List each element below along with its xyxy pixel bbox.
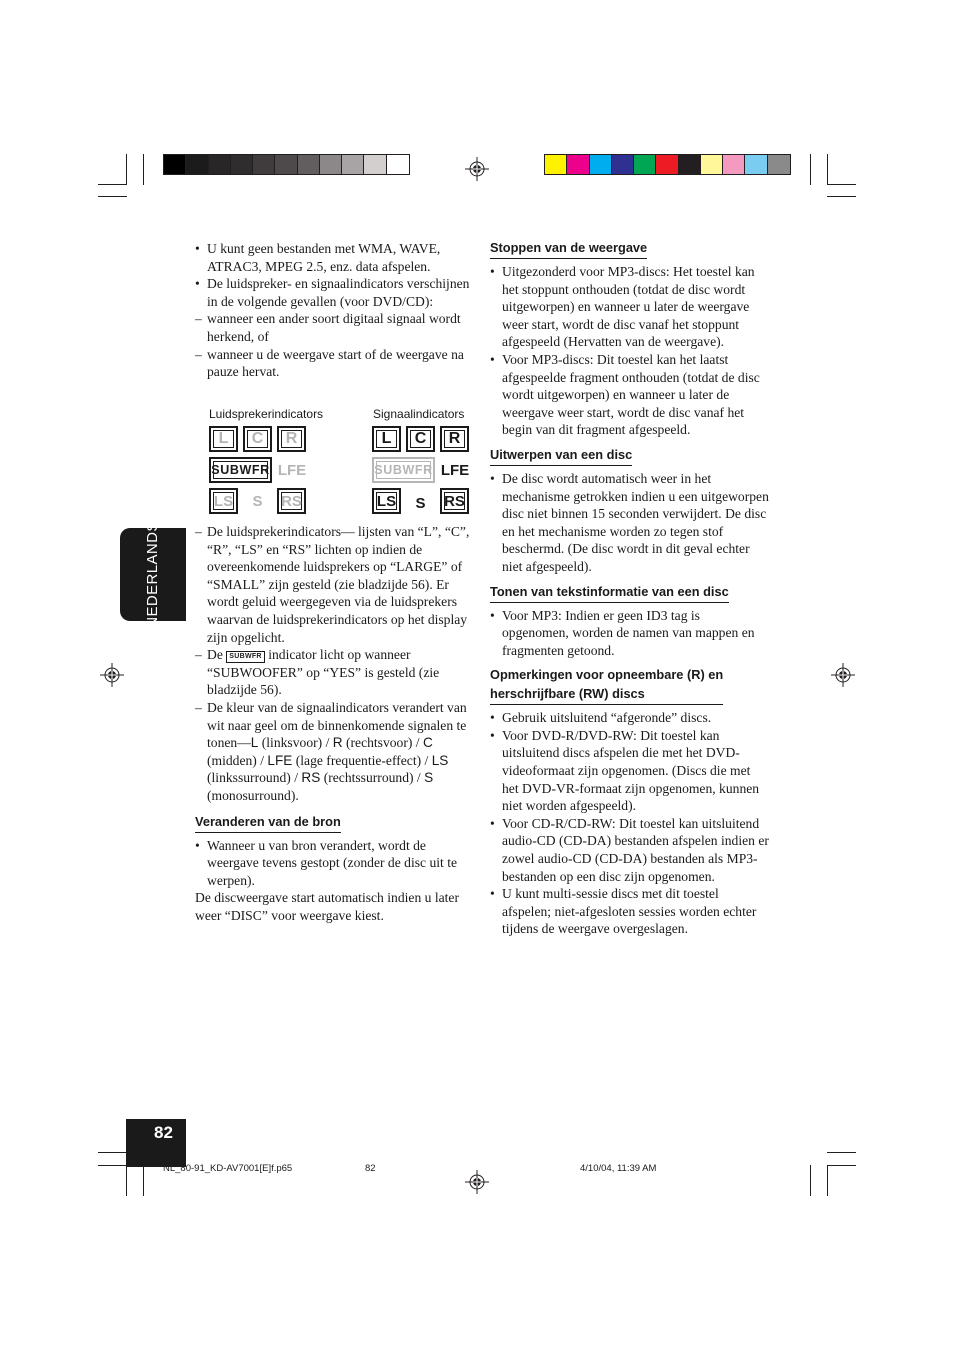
left-column-bottom: [195, 523, 480, 924]
speaker-indicator-C: C: [243, 426, 272, 452]
list-item: • U kunt geen bestanden met WMA, WAVE, ATRAC3, MPEG 2.5, enz. data afspelen.: [195, 240, 480, 275]
crop-mark: [827, 1152, 856, 1153]
list-item: – De kleur van de signaalindicators verandert van wit naar geel om de binnenkomende signalen te tonen—L (linksvoor) / R (rechtsvoor) / C (midden) / LFE (lage frequentie-effect) / LS (linkssurround) / RS (rechtssurround) / S (monosurround).: [195, 699, 480, 805]
color-swatch: [567, 155, 589, 174]
section-heading: Veranderen van de bron: [195, 813, 341, 833]
list-item: – De SUBWFR indicator licht op wanneer “SUBWOOFER” op “YES” is gesteld (zie bladzijde 56).: [195, 646, 480, 699]
signal-indicator-R: R: [440, 426, 469, 452]
list-item: • Gebruik uitsluitend “afgeronde” discs.: [490, 709, 770, 727]
list-item: • Voor DVD-R/DVD-RW: Dit toestel kan uitsluitend discs afspelen die met het DVD-videoformaat zijn opgenomen. (Discs die met het DVD-VR-formaat zijn opgenomen, kunnen niet worden afgespeeld).: [490, 727, 770, 815]
color-swatch: [320, 155, 342, 174]
list-item: • Voor MP3-discs: Dit toestel kan het laatst afgespeelde fragment onthouden (totdat de disc wordt uitgeworpen) en wanneer u later de weergave weer start, wordt de disc vanaf het begin van dit fragment afgespeeld.: [490, 351, 770, 439]
list-item: • U kunt multi-sessie discs met dit toestel afspelen; niet-afgesloten sessies worden echter tijdens de weergave overgeslagen.: [490, 885, 770, 938]
page-number: 82: [126, 1119, 186, 1167]
list-item: • De luidspreker- en signaalindicators verschijnen in de volgende gevallen (voor DVD/CD):: [195, 275, 480, 310]
color-bar: [544, 154, 791, 175]
speaker-indicator-L: L: [209, 426, 238, 452]
list-item: – wanneer u de weergave start of de weergave na pauze hervat.: [195, 346, 480, 381]
speaker-indicator-RS: RS: [277, 488, 306, 514]
speaker-indicator-S: S: [252, 492, 263, 510]
section-heading: Tonen van tekstinformatie van een disc: [490, 583, 729, 603]
footer-page: 82: [365, 1163, 376, 1174]
subwfr-indicator-icon: SUBWFR: [226, 651, 265, 663]
speaker-indicator-R: R: [277, 426, 306, 452]
left-column-top: [195, 240, 480, 381]
footer-filename: NL_80-91_KD-AV7001[E]f.p65: [163, 1163, 293, 1174]
right-column: [490, 239, 770, 938]
crop-mark: [143, 1165, 144, 1196]
crop-mark: [827, 1165, 856, 1166]
color-swatch: [545, 155, 567, 174]
color-swatch: [723, 155, 745, 174]
crop-mark: [143, 154, 144, 185]
color-swatch: [298, 155, 320, 174]
signal-indicator-C: C: [406, 426, 435, 452]
registration-mark-icon: [831, 663, 855, 687]
color-swatch: [164, 155, 186, 174]
registration-mark-icon: [465, 157, 489, 181]
signal-indicator-LS: LS: [372, 488, 401, 514]
signal-indicator-L: L: [372, 426, 401, 452]
crop-mark: [126, 1165, 127, 1196]
crop-mark: [827, 196, 856, 197]
crop-mark: [126, 154, 127, 185]
list-item: – wanneer een ander soort digitaal signaal wordt herkend, of: [195, 310, 480, 345]
list-item: • Wanneer u van bron verandert, wordt de weergave tevens gestopt (zonder de disc uit te werpen).: [195, 837, 480, 890]
footer-date: 4/10/04, 11:39 AM: [580, 1163, 657, 1174]
speaker-indicator-lfe: LFE: [277, 461, 307, 479]
color-swatch: [342, 155, 364, 174]
crop-mark: [98, 196, 127, 197]
signal-indicator-lfe: LFE: [440, 461, 470, 479]
color-swatch: [253, 155, 275, 174]
color-swatch: [679, 155, 701, 174]
crop-mark: [810, 154, 811, 185]
paragraph: De discweergave start automatisch indien u later weer “DISC” voor weergave kiest.: [195, 890, 459, 923]
color-swatch: [387, 155, 409, 174]
signal-indicator-S: S: [415, 494, 426, 512]
color-swatch: [656, 155, 678, 174]
color-swatch: [231, 155, 253, 174]
signal-indicators-label: Signaalindicators: [373, 407, 465, 421]
crop-mark: [827, 154, 828, 185]
color-swatch: [745, 155, 767, 174]
section-heading: Opmerkingen voor opneembare (R) en herschrijfbare (RW) discs: [490, 666, 723, 705]
crop-mark: [810, 1165, 811, 1196]
color-swatch: [275, 155, 297, 174]
color-swatch: [590, 155, 612, 174]
crop-mark: [98, 184, 127, 185]
grey-scale-bar: [163, 154, 410, 175]
color-swatch: [612, 155, 634, 174]
registration-mark-icon: [100, 663, 124, 687]
list-item: • Voor CD-R/CD-RW: Dit toestel kan uitsluitend audio-CD (CD-DA) bestanden afspelen indien er zowel audio-CD (CD-DA) bestanden als MP3-bestanden op een disc zijn opgenomen.: [490, 815, 770, 885]
crop-mark: [827, 184, 856, 185]
crop-mark: [98, 1152, 127, 1153]
speaker-indicator-LS: LS: [209, 488, 238, 514]
section-heading: Stoppen van de weergave: [490, 239, 647, 259]
color-swatch: [701, 155, 723, 174]
color-swatch: [186, 155, 208, 174]
crop-mark: [827, 1165, 828, 1196]
color-swatch: [209, 155, 231, 174]
list-item: • De disc wordt automatisch weer in het mechanisme getrokken indien u een uitgeworpen disc niet binnen 15 seconden verwijdert. De disc en het mechanisme worden zo tegen stof beschermd. (De disc wordt in dit geval echter niet afgespeeld).: [490, 470, 770, 576]
speaker-indicator-subwfr: SUBWFR: [209, 457, 272, 483]
section-heading: Uitwerpen van een disc: [490, 446, 632, 466]
color-swatch: [364, 155, 386, 174]
color-swatch: [768, 155, 790, 174]
list-item: – De luidsprekerindicators— lijsten van “L”, “C”, “R”, “LS” en “RS” lichten op indien de overeenkomende luidsprekers op “LARGE” of “SMALL” zijn gesteld (zie bladzijde 56). Er wordt geluid weergegeven via de luidsprekers waarvan de luidsprekerindicators op het display zijn opgelicht.: [195, 523, 480, 646]
signal-indicator-RS: RS: [440, 488, 469, 514]
language-tab-label: NEDERLANDS: [143, 521, 161, 628]
list-item: • Uitgezonderd voor MP3-discs: Het toestel kan het stoppunt onthouden (totdat de disc wordt uitgeworpen) en wanneer u later de weergave weer start, wordt de disc vanaf het stoppunt afgespeeld (Hervatten van de weergave).: [490, 263, 770, 351]
crop-mark: [98, 1165, 127, 1166]
speaker-indicators-label: Luidsprekerindicators: [209, 407, 324, 421]
color-swatch: [634, 155, 656, 174]
registration-mark-icon: [465, 1170, 489, 1194]
signal-indicator-subwfr: SUBWFR: [372, 457, 435, 483]
list-item: • Voor MP3: Indien er geen ID3 tag is opgenomen, worden de namen van mappen en fragmenten getoond.: [490, 607, 770, 660]
